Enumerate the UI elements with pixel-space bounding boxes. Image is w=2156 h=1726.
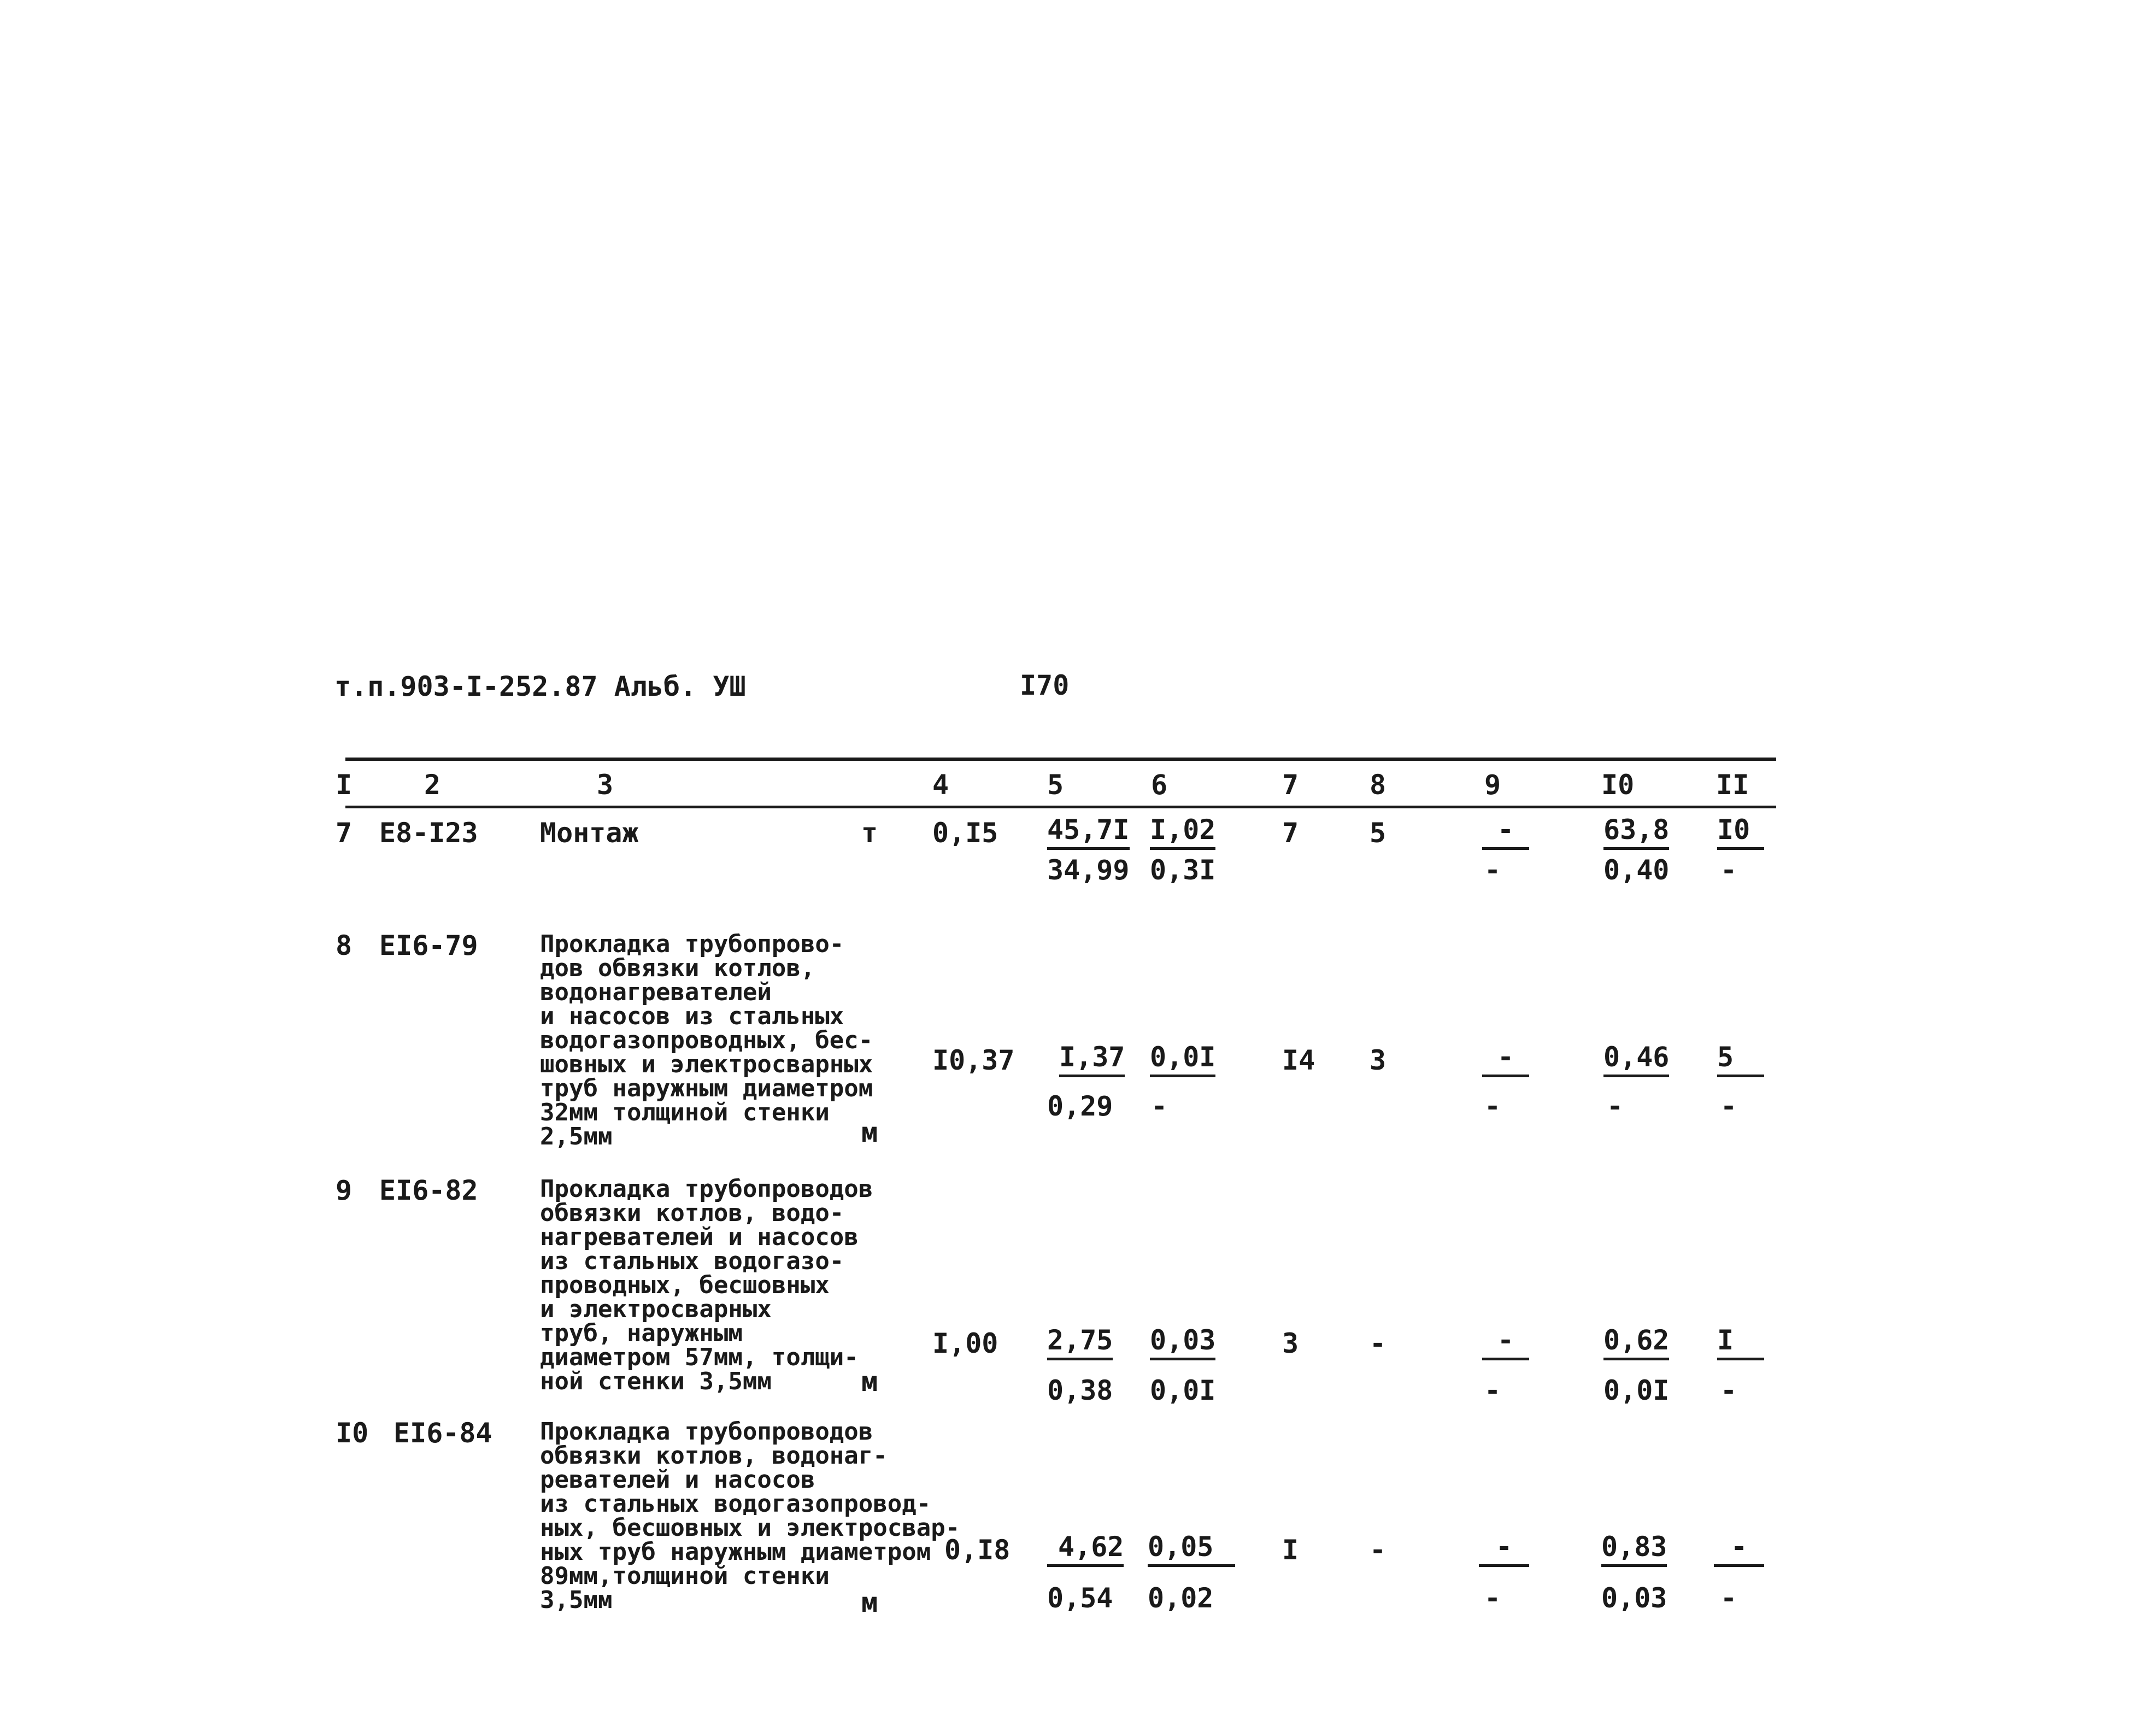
col9-bottom: - [1484,854,1501,886]
col7: 7 [1282,817,1299,849]
col9-bottom: - [1484,1375,1501,1406]
quantity: 0,I5 [932,817,998,849]
col5-bottom: 34,99 [1047,854,1130,886]
col7: I4 [1282,1044,1315,1076]
col6-bottom: 0,0I [1150,1375,1216,1406]
col5-bottom: 0,38 [1047,1375,1113,1406]
col10-bottom: - [1607,1090,1624,1122]
col8: - [1370,1328,1387,1359]
rate-code: ЕI6-82 [379,1175,478,1206]
col5-top: 4,62 [1047,1531,1124,1567]
rate-code: ЕI6-84 [393,1417,492,1449]
row-number: 9 [336,1175,353,1206]
column-header: I [336,769,353,801]
col10-top: 0,83 [1601,1531,1667,1567]
col5-bottom: 0,54 [1047,1582,1113,1614]
unit: м [861,1117,878,1148]
column-header: 4 [932,769,949,801]
col6-top: 0,0I [1150,1042,1215,1077]
column-header: II [1716,769,1749,801]
col11-top: I [1717,1325,1764,1360]
col6-top: 0,05 [1148,1531,1235,1567]
col6-bottom: 0,3I [1150,854,1216,886]
document-reference: т.п.903-I-252.87 Альб. УШ [334,671,746,702]
quantity: I,00 [932,1328,998,1359]
column-header: 7 [1282,769,1299,801]
unit: т [861,817,878,849]
col11-bottom: - [1720,1375,1737,1406]
col9-bottom: - [1484,1582,1501,1614]
col11-bottom: - [1720,1090,1737,1122]
col10-bottom: 0,03 [1601,1582,1667,1614]
col8: - [1370,1534,1387,1566]
column-header: I0 [1601,769,1635,801]
unit: м [861,1587,878,1618]
col11-top: 5 [1717,1042,1764,1077]
col5-top: 2,75 [1047,1325,1113,1360]
col6-top: I,02 [1150,814,1215,850]
col9-top: - [1482,1042,1529,1077]
col10-top: 63,8 [1603,814,1669,850]
col5-bottom: 0,29 [1047,1090,1113,1122]
work-description: Прокладка трубопрово- дов обвязки котлов, водонагревателей и насосов из стальных водогазопроводных, бес- шовных и электросварных труб наружным диаметром 32мм толщиной стенки 2,5мм [540,930,873,1150]
col5-top: 45,7I [1047,814,1130,850]
col9-bottom: - [1484,1090,1501,1122]
col5-top: I,37 [1059,1042,1125,1077]
rate-code: ЕI6-79 [379,930,478,961]
col6-bottom: - [1151,1090,1168,1122]
work-description: Прокладка трубопроводов обвязки котлов, водонаг- ревателей и насосов из стальных водогазопровод- ных, бесшовных и электросвар- ных труб наружным диаметром 89мм,толщиной стенки 3,5мм [540,1418,960,1614]
col6-top: 0,03 [1150,1325,1215,1360]
col11-top: I0 [1717,814,1764,850]
rate-code: Е8-I23 [379,817,478,849]
work-description: Прокладка трубопроводов обвязки котлов, водо- нагревателей и насосов из стальных водогазо- проводных, бесшовных и электросварных труб, наружным диаметром 57мм, толщи- ной стенки 3,5мм [540,1175,873,1395]
col6-bottom: 0,02 [1148,1582,1214,1614]
col11-bottom: - [1720,1582,1737,1614]
column-header: 6 [1151,769,1168,801]
col8: 3 [1370,1044,1387,1076]
unit: м [861,1366,878,1398]
column-header: 9 [1484,769,1501,801]
work-description: Монтаж [540,817,639,849]
col8: 5 [1370,817,1387,849]
col10-top: 0,46 [1603,1042,1669,1077]
col9-top: - [1482,1325,1529,1360]
page-number: I70 [1020,670,1070,701]
row-number: I0 [336,1417,369,1449]
col9-top: - [1482,814,1529,850]
column-header: 2 [424,769,441,801]
col7: 3 [1282,1328,1299,1359]
quantity: I0,37 [932,1044,1015,1076]
col7: I [1282,1534,1299,1566]
column-header: 5 [1047,769,1064,801]
col9-top: - [1479,1531,1529,1567]
col11-top: - [1714,1531,1764,1567]
column-header: 3 [597,769,614,801]
col11-bottom: - [1720,854,1737,886]
col10-bottom: 0,40 [1603,854,1670,886]
row-number: 8 [336,930,353,961]
column-header: 8 [1370,769,1387,801]
table-header-rule [345,806,1776,808]
col10-bottom: 0,0I [1603,1375,1670,1406]
row-number: 7 [336,817,353,849]
quantity: 0,I8 [944,1534,1011,1566]
col10-top: 0,62 [1603,1325,1669,1360]
table-top-rule [345,758,1776,761]
